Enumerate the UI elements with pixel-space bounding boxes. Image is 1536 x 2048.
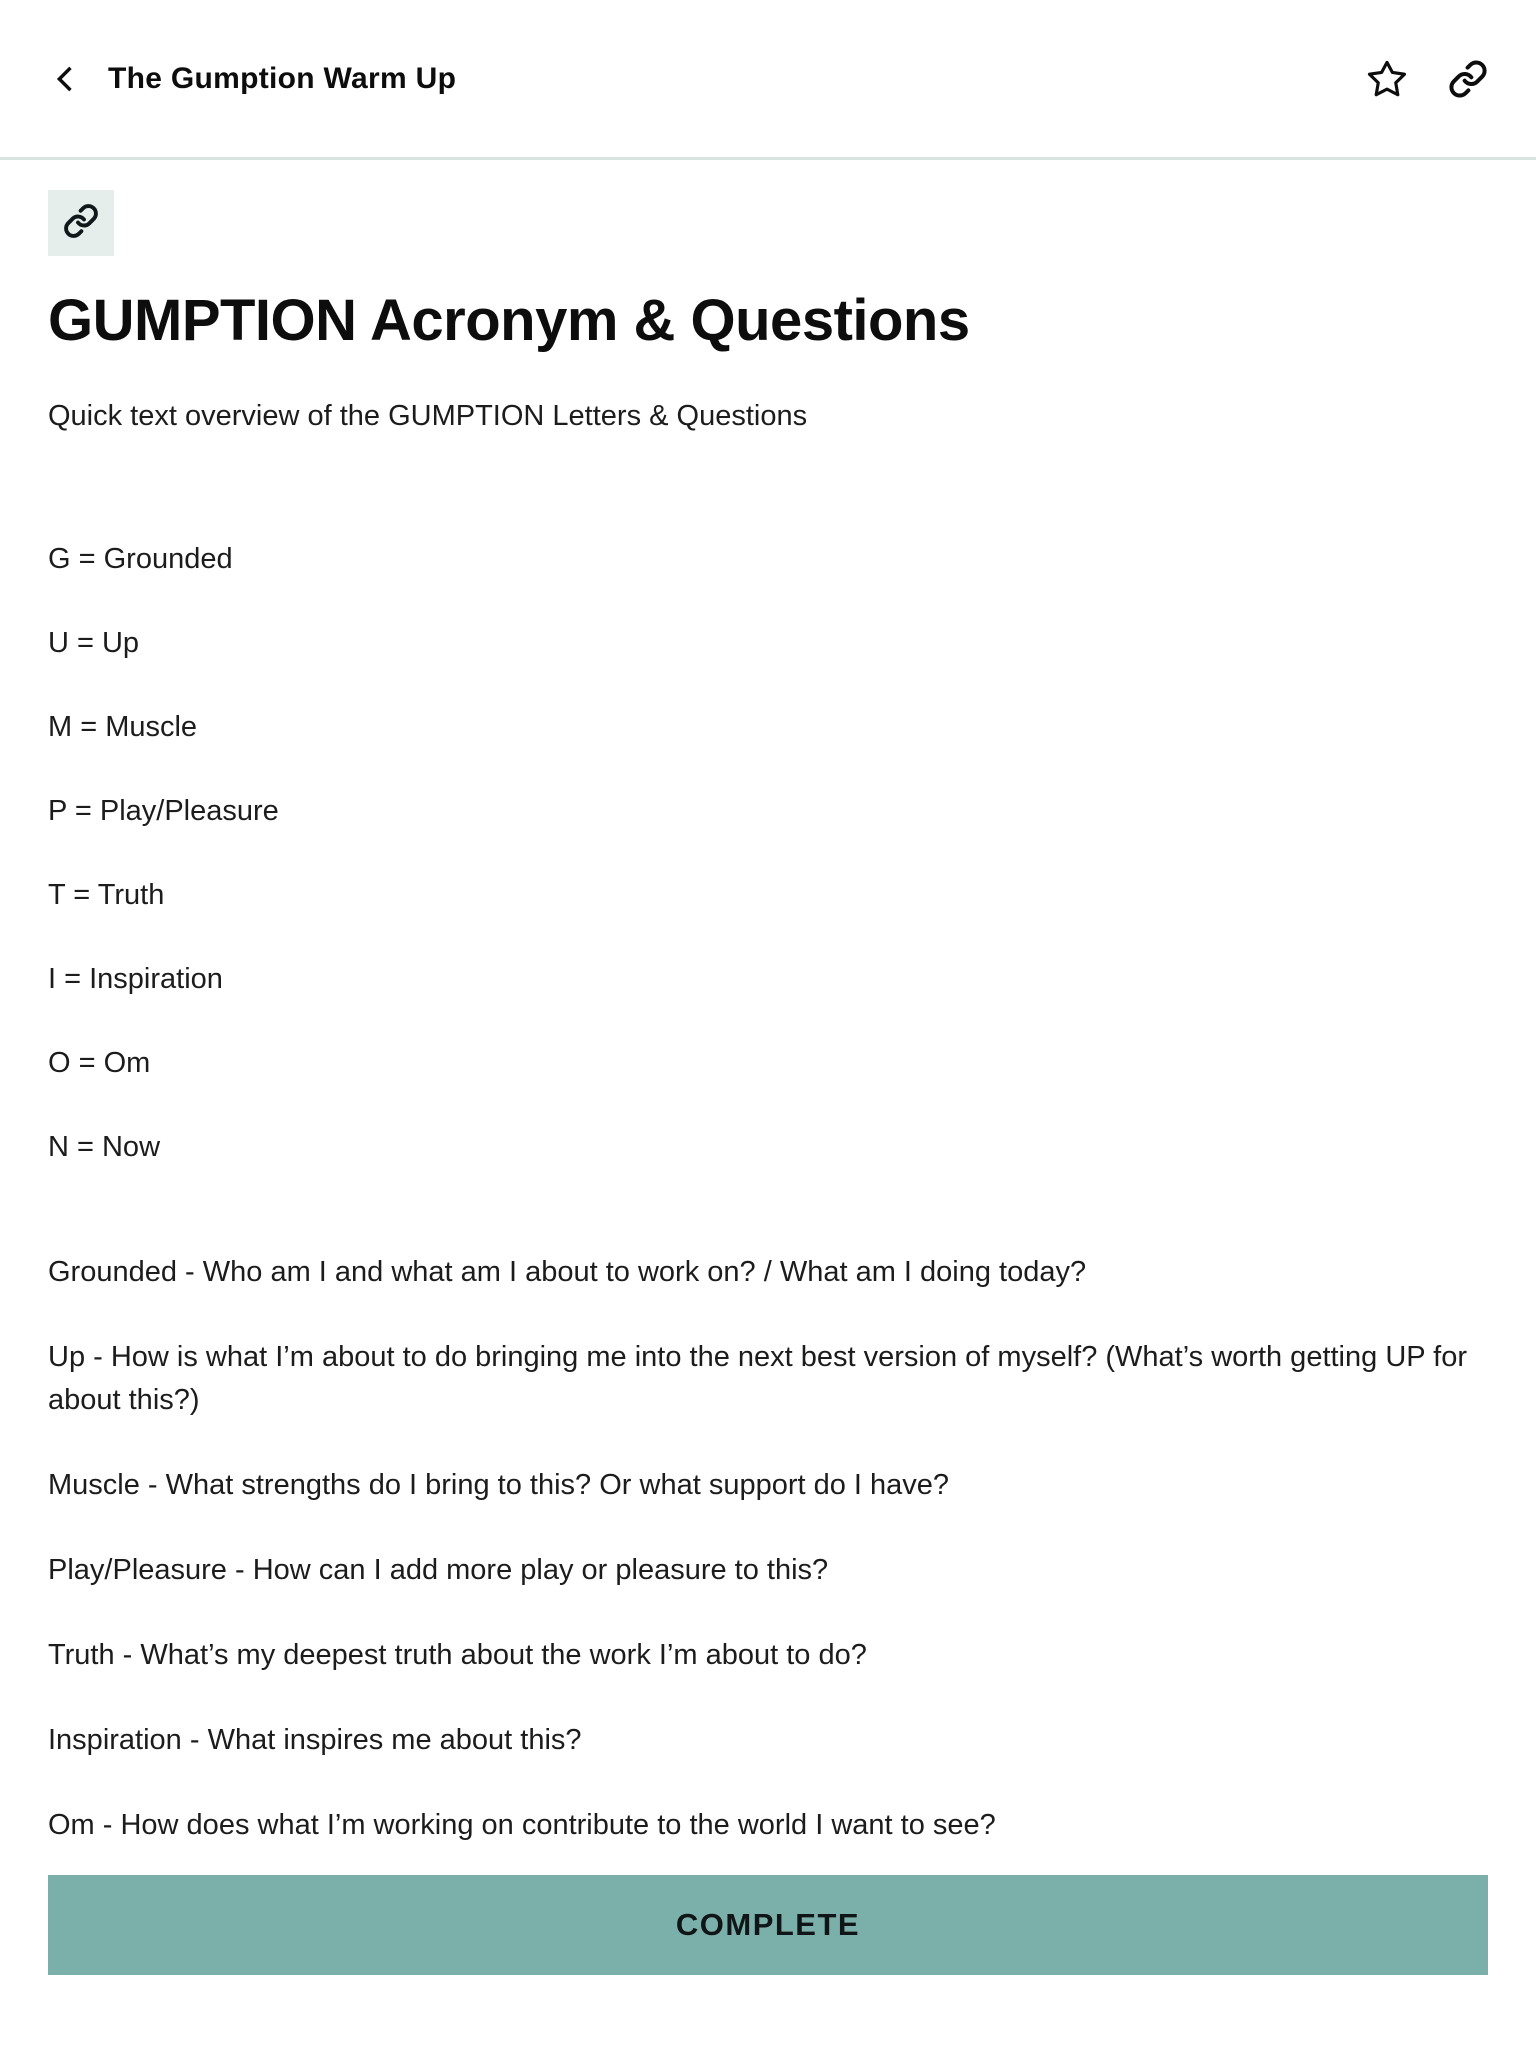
acronym-item: M = Muscle bbox=[48, 711, 198, 743]
question-item: Play/Pleasure - How can I add more play or pleasure to this? bbox=[48, 1554, 829, 1586]
back-button[interactable] bbox=[48, 62, 82, 96]
top-bar-actions bbox=[1366, 58, 1488, 100]
link-icon bbox=[63, 203, 99, 244]
complete-button[interactable]: COMPLETE bbox=[48, 1875, 1488, 1975]
acronym-item: I = Inspiration bbox=[48, 963, 223, 995]
link-icon bbox=[1448, 59, 1488, 99]
acronym-item: U = Up bbox=[48, 627, 140, 659]
lesson-content bbox=[0, 190, 1536, 1847]
acronym-item: O = Om bbox=[48, 1047, 151, 1079]
acronym-item: T = Truth bbox=[48, 879, 165, 911]
page-title: GUMPTION Acronym & Questions bbox=[48, 288, 970, 353]
acronym-item: N = Now bbox=[48, 1131, 161, 1163]
question-item: Om - How does what I’m working on contribute to the world I want to see? bbox=[48, 1809, 996, 1841]
question-item: Muscle - What strengths do I bring to this? Or what support do I have? bbox=[48, 1469, 950, 1501]
question-item: Grounded - Who am I and what am I about to work on? / What am I doing today? bbox=[48, 1256, 1087, 1288]
page-subtitle: Quick text overview of the GUMPTION Letters & Questions bbox=[48, 400, 808, 432]
copy-link-button[interactable] bbox=[1448, 59, 1488, 99]
lesson-breadcrumb-title: The Gumption Warm Up bbox=[108, 61, 457, 95]
question-list bbox=[48, 1251, 1488, 1847]
acronym-list bbox=[48, 538, 1488, 1168]
favorite-button[interactable] bbox=[1366, 58, 1408, 100]
top-bar-left bbox=[48, 62, 1366, 96]
lesson-type-badge bbox=[48, 190, 114, 256]
chevron-left-icon bbox=[48, 62, 82, 96]
acronym-item: G = Grounded bbox=[48, 543, 233, 575]
question-item: Up - How is what I’m about to do bringing me into the next best version of myself? (What’s worth getting UP for about this?) bbox=[48, 1341, 1467, 1416]
star-icon bbox=[1366, 58, 1408, 100]
question-item: Truth - What’s my deepest truth about the work I’m about to do? bbox=[48, 1639, 867, 1671]
question-item: Inspiration - What inspires me about this? bbox=[48, 1724, 582, 1756]
acronym-item: P = Play/Pleasure bbox=[48, 795, 279, 827]
top-bar bbox=[0, 0, 1536, 160]
